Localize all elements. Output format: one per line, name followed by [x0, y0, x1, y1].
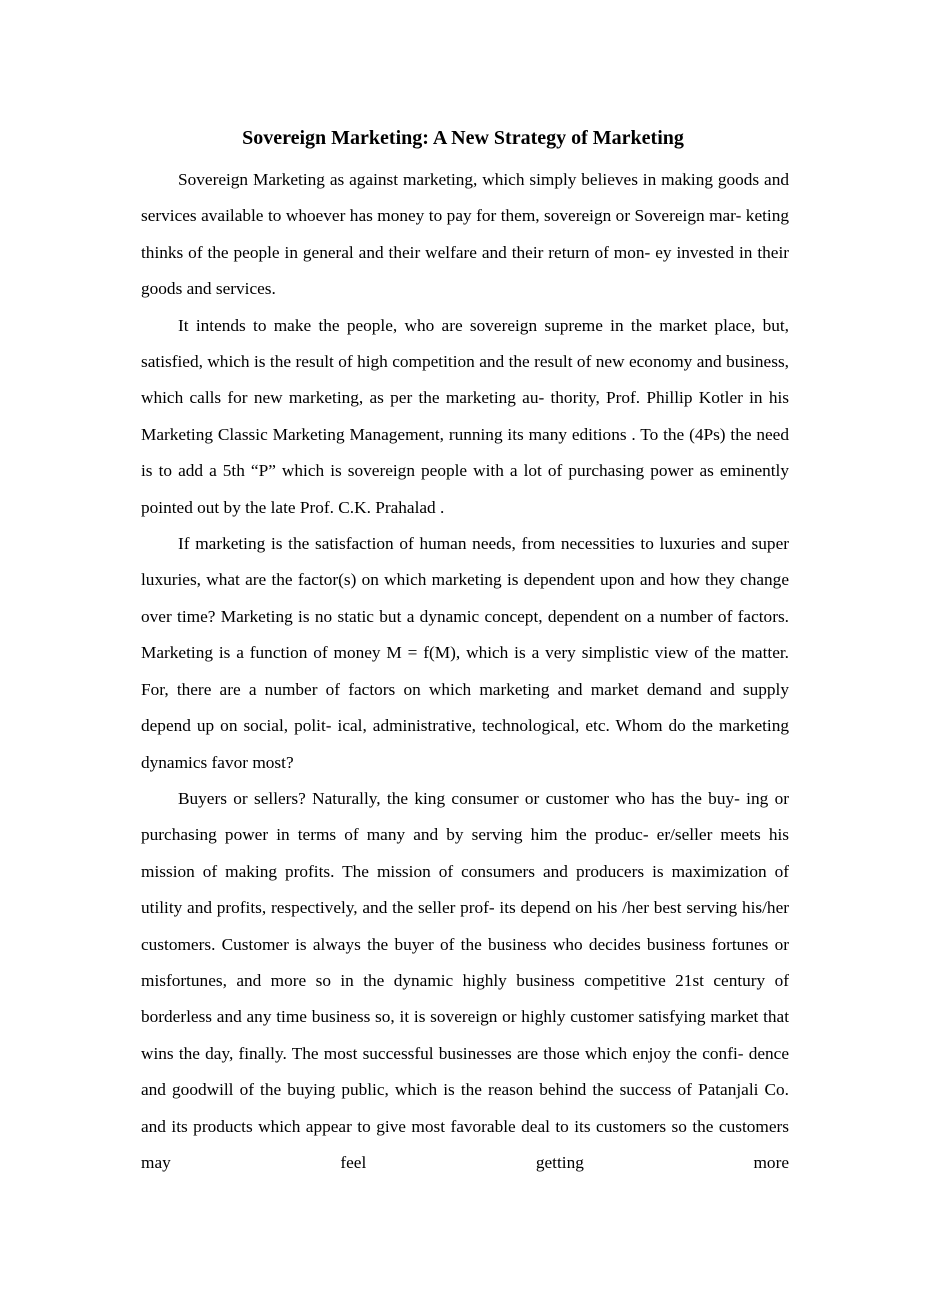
paragraph-2: It intends to make the people, who are sovereign supreme in the market place, but, satisfied, which is the result of high competition and the result of new economy and business, which calls for new marketing, as per the marketing au- thority, Prof. Phillip Kotler in his Marketing Classic Marketing Management, running its many editions . To the (4Ps) the need is to add a 5th “P” which is sovereign people with a lot of purchasing power as eminently pointed out by the late Prof. C.K. Prahalad . [141, 315, 789, 517]
document-body [141, 162, 789, 1181]
paragraph-1: Sovereign Marketing as against marketing, which simply believes in making goods and services available to whoever has money to pay for them, sovereign or Sovereign mar- keting thinks of the people in general and their welfare and their return of mon- ey invested in their goods and services. [141, 170, 789, 299]
document-title: Sovereign Marketing: A New Strategy of Marketing [242, 127, 684, 149]
paragraph-3: If marketing is the satisfaction of human needs, from necessities to luxuries and super luxuries, what are the factor(s) on which marketing is dependent upon and how they change over time? Marketing is no static but a dynamic concept, dependent on a number of factors. Marketing is a function of money M = f(M), which is a very simplistic view of the matter. For, there are a number of factors on which marketing and market demand and supply depend up on social, polit- ical, administrative, technological, etc. Whom do the marketing dynamics favor most? [141, 534, 789, 772]
paragraph-4: Buyers or sellers? Naturally, the king consumer or customer who has the buy- ing or purchasing power in terms of many and by serving him the produc- er/seller meets his mission of making profits. The mission of consumers and producers is maximization of utility and profits, respectively, and the seller prof- its depend on his /her best serving his/her customers. Customer is always the buyer of the business who decides business fortunes or misfortunes, and more so in the dynamic highly business competitive 21st century of borderless and any time business so, it is sovereign or highly customer satisfying market that wins the day, finally. The most successful businesses are those which enjoy the confi- dence and goodwill of the buying public, which is the reason behind the success of Patanjali Co. and its products which appear to give most favorable deal to its customers so the customers may feel getting more [141, 788, 789, 1172]
